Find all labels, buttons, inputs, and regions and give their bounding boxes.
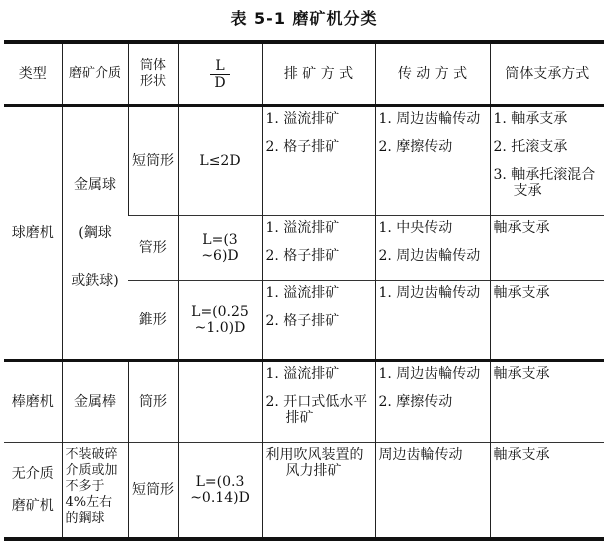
cell-item: 2. 开口式低水平排矿	[265, 394, 368, 426]
cell-item: 2. 周边齿輪传动	[378, 248, 481, 264]
shape-cell: 錐形	[128, 281, 178, 361]
drive-cell	[375, 281, 490, 361]
header-ld	[178, 42, 262, 106]
header-row	[4, 42, 604, 106]
type-cell: 球磨机	[11, 225, 54, 241]
cell-item: 2. 摩擦传动	[378, 394, 453, 410]
drive-cell	[375, 216, 490, 281]
cell-item: 2. 格子排矿	[265, 139, 340, 155]
cell-item: 2. 托滚支承	[493, 139, 568, 155]
medium-cell: 金属棒	[62, 361, 128, 443]
ld-denominator: D	[214, 74, 226, 91]
cell-item: 1. 周边齿輪传动	[378, 111, 481, 127]
table-title: 表 5-1 磨矿机分类	[230, 9, 378, 28]
support-cell	[490, 216, 604, 281]
cell-item: 軸承支承	[493, 366, 550, 382]
cell-item: 2. 格子排矿	[265, 313, 340, 329]
drive-cell	[375, 361, 490, 443]
cell-item: 2. 摩擦传动	[378, 139, 453, 155]
table-row	[4, 106, 604, 216]
cell-item: 1. 周边齿輪传动	[378, 285, 481, 301]
mill-classification-table	[4, 40, 604, 541]
cell-item: 1. 溢流排矿	[265, 111, 340, 127]
discharge-cell	[262, 216, 375, 281]
shape-cell: 筒形	[128, 361, 178, 443]
support-cell	[490, 361, 604, 443]
cell-item: 1. 周边齿輪传动	[378, 366, 481, 382]
cell-item: 軸承支承	[493, 285, 550, 301]
type-cell: 无介质 磨矿机	[4, 443, 62, 539]
ld-cell: L=(0.25 ~1.0)D	[178, 281, 262, 361]
drive-cell	[375, 106, 490, 216]
table-row	[4, 361, 604, 443]
cell-item: 利用吹风装置的风力排矿	[265, 447, 364, 479]
discharge-cell	[262, 106, 375, 216]
discharge-cell	[262, 443, 375, 539]
cell-item: 2. 格子排矿	[265, 248, 340, 264]
cell-item: 軸承支承	[493, 220, 550, 236]
header-drive: 传 动 方 式	[375, 42, 490, 106]
support-cell	[490, 106, 604, 216]
cell-item: 1. 中央传动	[378, 220, 453, 236]
ld-cell: L=(0.3 ~0.14)D	[178, 443, 262, 539]
support-cell	[490, 443, 604, 539]
ld-cell: L=(3 ~6)D	[178, 216, 262, 281]
header-support: 筒体支承方式	[490, 42, 604, 106]
type-cell: 棒磨机	[4, 361, 62, 443]
table-row	[4, 443, 604, 539]
medium-cell: 金属球 (鋼球 或鉄球)	[62, 106, 128, 361]
cell-item: 3. 軸承托滚混合支承	[493, 167, 596, 199]
header-type: 类型	[4, 42, 62, 106]
discharge-cell	[262, 281, 375, 361]
ld-cell: L≤2D	[178, 106, 262, 216]
header-discharge: 排 矿 方 式	[262, 42, 375, 106]
cell-item: 軸承支承	[493, 447, 550, 463]
cell-item: 1. 溢流排矿	[265, 285, 340, 301]
shape-cell: 短筒形	[128, 106, 178, 216]
ld-cell	[178, 361, 262, 443]
cell-item: 1. 軸承支承	[493, 111, 568, 127]
drive-cell	[375, 443, 490, 539]
shape-cell: 短筒形	[128, 443, 178, 539]
header-shape: 筒体 形状	[128, 42, 178, 106]
cell-item: 1. 溢流排矿	[265, 366, 340, 382]
ld-numerator: L	[210, 58, 229, 75]
cell-item: 周边齿輪传动	[378, 447, 463, 463]
cell-item: 1. 溢流排矿	[265, 220, 340, 236]
discharge-cell	[262, 361, 375, 443]
medium-cell: 不装破碎介质或加不多于4%左右的鋼球	[62, 443, 128, 539]
shape-cell: 管形	[128, 216, 178, 281]
header-medium: 磨矿介质	[62, 42, 128, 106]
support-cell	[490, 281, 604, 361]
